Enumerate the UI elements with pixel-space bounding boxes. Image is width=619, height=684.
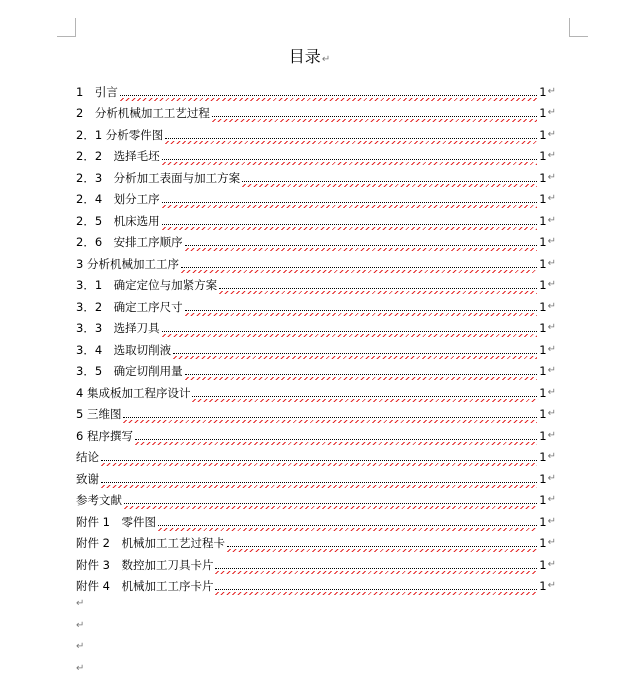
toc-entry-label: 4 集成板加工程序设计 <box>76 385 190 401</box>
toc-entry[interactable] <box>76 143 556 165</box>
toc-entry-page: 1 <box>539 449 546 465</box>
toc-leader-dots <box>135 438 537 440</box>
toc-entry[interactable] <box>76 358 556 380</box>
toc-entry[interactable] <box>76 272 556 294</box>
toc-entry-label: 2．1 分析零件图 <box>76 127 163 143</box>
toc-leader-dots <box>123 416 537 418</box>
toc-entry[interactable] <box>76 336 556 358</box>
paragraph-mark-icon: ↵ <box>548 191 556 207</box>
toc-entry[interactable] <box>76 164 556 186</box>
empty-paragraph-mark-icon[interactable]: ↵ <box>76 598 84 620</box>
toc-entry-label: 附件 3 数控加工刀具卡片 <box>76 557 213 573</box>
toc-entry[interactable] <box>76 229 556 251</box>
toc-leader-dots <box>212 115 537 117</box>
paragraph-mark-icon: ↵ <box>548 385 556 401</box>
toc-leader-dots <box>219 287 537 289</box>
toc-entry-page: 1 <box>539 492 546 508</box>
toc-entry[interactable] <box>76 487 556 509</box>
empty-paragraph-mark-icon[interactable]: ↵ <box>76 641 84 663</box>
page-corner-top-left <box>57 18 76 37</box>
toc-leader-dots <box>162 158 538 160</box>
toc-leader-dots <box>181 266 537 268</box>
toc-entry-page: 1 <box>539 406 546 422</box>
toc-leader-dots <box>120 94 537 96</box>
paragraph-mark-icon: ↵ <box>548 449 556 465</box>
toc-leader-dots <box>162 330 538 332</box>
toc-entry-label: 附件 1 零件图 <box>76 514 156 530</box>
toc-leader-dots <box>215 567 537 569</box>
toc-entry-page: 1 <box>539 277 546 293</box>
toc-entry[interactable] <box>76 422 556 444</box>
toc-entry[interactable] <box>76 186 556 208</box>
toc-entry-page: 1 <box>539 578 546 594</box>
paragraph-mark-icon: ↵ <box>322 54 330 65</box>
toc-entry-page: 1 <box>539 385 546 401</box>
page-corner-top-right <box>569 18 588 37</box>
toc-entry[interactable] <box>76 315 556 337</box>
paragraph-mark-icon: ↵ <box>548 535 556 551</box>
toc-entry-label: 致谢 <box>76 471 99 487</box>
toc-title[interactable] <box>0 46 619 71</box>
toc-entry-label: 参考文献 <box>76 492 122 508</box>
toc-entry[interactable] <box>76 530 556 552</box>
paragraph-mark-icon: ↵ <box>548 428 556 444</box>
toc-entry[interactable] <box>76 465 556 487</box>
toc-entry-page: 1 <box>539 299 546 315</box>
paragraph-mark-icon: ↵ <box>548 578 556 594</box>
toc-entry[interactable] <box>76 573 556 595</box>
toc-entry-page: 1 <box>539 514 546 530</box>
toc-entry-page: 1 <box>539 234 546 250</box>
toc-entry-label: 3 分析机械加工工序 <box>76 256 179 272</box>
paragraph-mark-icon: ↵ <box>548 148 556 164</box>
toc-entry-page: 1 <box>539 191 546 207</box>
toc-entry-label: 2．2 选择毛坯 <box>76 148 160 164</box>
empty-paragraph-mark-icon[interactable]: ↵ <box>76 663 84 684</box>
toc-entry-page: 1 <box>539 256 546 272</box>
toc-entry-label: 2．5 机床选用 <box>76 213 160 229</box>
toc-entry-label: 6 程序撰写 <box>76 428 133 444</box>
paragraph-mark-icon: ↵ <box>548 234 556 250</box>
toc-entry[interactable] <box>76 444 556 466</box>
toc-entry-page: 1 <box>539 535 546 551</box>
toc-entry[interactable] <box>76 379 556 401</box>
paragraph-mark-icon: ↵ <box>548 213 556 229</box>
toc-entry-label: 2．3 分析加工表面与加工方案 <box>76 170 240 186</box>
toc-leader-dots <box>192 395 537 397</box>
paragraph-mark-icon: ↵ <box>548 277 556 293</box>
toc-entry[interactable] <box>76 508 556 530</box>
paragraph-mark-icon: ↵ <box>548 84 556 100</box>
toc-entry-page: 1 <box>539 428 546 444</box>
toc-title-text: 目录 <box>289 47 321 66</box>
toc-leader-dots <box>101 481 537 483</box>
toc-leader-dots <box>185 309 538 311</box>
empty-paragraphs <box>76 598 84 684</box>
toc-entry[interactable] <box>76 401 556 423</box>
toc-entry[interactable] <box>76 121 556 143</box>
toc-entry-label: 1 引言 <box>76 84 118 100</box>
toc-entry[interactable] <box>76 551 556 573</box>
toc-entry[interactable] <box>76 78 556 100</box>
toc-entry-label: 3．2 确定工序尺寸 <box>76 299 183 315</box>
toc-entry[interactable] <box>76 293 556 315</box>
toc-entry[interactable] <box>76 100 556 122</box>
paragraph-mark-icon: ↵ <box>548 557 556 573</box>
paragraph-mark-icon: ↵ <box>548 471 556 487</box>
paragraph-mark-icon: ↵ <box>548 170 556 186</box>
paragraph-mark-icon: ↵ <box>548 299 556 315</box>
toc-leader-dots <box>124 502 537 504</box>
paragraph-mark-icon: ↵ <box>548 256 556 272</box>
toc-leader-dots <box>165 137 537 139</box>
toc-entry-label: 3．5 确定切削用量 <box>76 363 183 379</box>
toc-entry-page: 1 <box>539 170 546 186</box>
toc-entry-page: 1 <box>539 557 546 573</box>
toc-entry-label: 2．4 划分工序 <box>76 191 160 207</box>
paragraph-mark-icon: ↵ <box>548 105 556 121</box>
paragraph-mark-icon: ↵ <box>548 363 556 379</box>
toc-leader-dots <box>101 459 537 461</box>
toc-leader-dots <box>158 524 537 526</box>
toc-entry-page: 1 <box>539 342 546 358</box>
toc-entry[interactable] <box>76 250 556 272</box>
toc-entry-label: 3．1 确定定位与加紧方案 <box>76 277 217 293</box>
toc-entry-label: 5 三维图 <box>76 406 121 422</box>
toc-entry-label: 附件 4 机械加工工序卡片 <box>76 578 213 594</box>
table-of-contents <box>76 78 556 594</box>
toc-entry-page: 1 <box>539 320 546 336</box>
toc-leader-dots <box>185 244 538 246</box>
toc-leader-dots <box>242 180 537 182</box>
toc-entry-page: 1 <box>539 213 546 229</box>
paragraph-mark-icon: ↵ <box>548 320 556 336</box>
paragraph-mark-icon: ↵ <box>548 514 556 530</box>
paragraph-mark-icon: ↵ <box>548 492 556 508</box>
paragraph-mark-icon: ↵ <box>548 406 556 422</box>
toc-entry-page: 1 <box>539 363 546 379</box>
paragraph-mark-icon: ↵ <box>548 127 556 143</box>
toc-entry-label: 3．4 选取切削液 <box>76 342 171 358</box>
toc-leader-dots <box>215 588 537 590</box>
toc-entry-label: 3．3 选择刀具 <box>76 320 160 336</box>
toc-entry-page: 1 <box>539 105 546 121</box>
toc-entry-label: 结论 <box>76 449 99 465</box>
toc-entry-page: 1 <box>539 471 546 487</box>
toc-entry-label: 2 分析机械加工工艺过程 <box>76 105 210 121</box>
toc-leader-dots <box>173 352 537 354</box>
empty-paragraph-mark-icon[interactable]: ↵ <box>76 620 84 642</box>
paragraph-mark-icon: ↵ <box>548 342 556 358</box>
toc-entry-label: 附件 2 机械加工工艺过程卡 <box>76 535 225 551</box>
toc-entry-page: 1 <box>539 84 546 100</box>
toc-leader-dots <box>185 373 538 375</box>
toc-entry-page: 1 <box>539 127 546 143</box>
toc-entry-label: 2．6 安排工序顺序 <box>76 234 183 250</box>
toc-leader-dots <box>162 201 538 203</box>
toc-entry-page: 1 <box>539 148 546 164</box>
toc-entry[interactable] <box>76 207 556 229</box>
toc-leader-dots <box>227 545 537 547</box>
toc-leader-dots <box>162 223 538 225</box>
